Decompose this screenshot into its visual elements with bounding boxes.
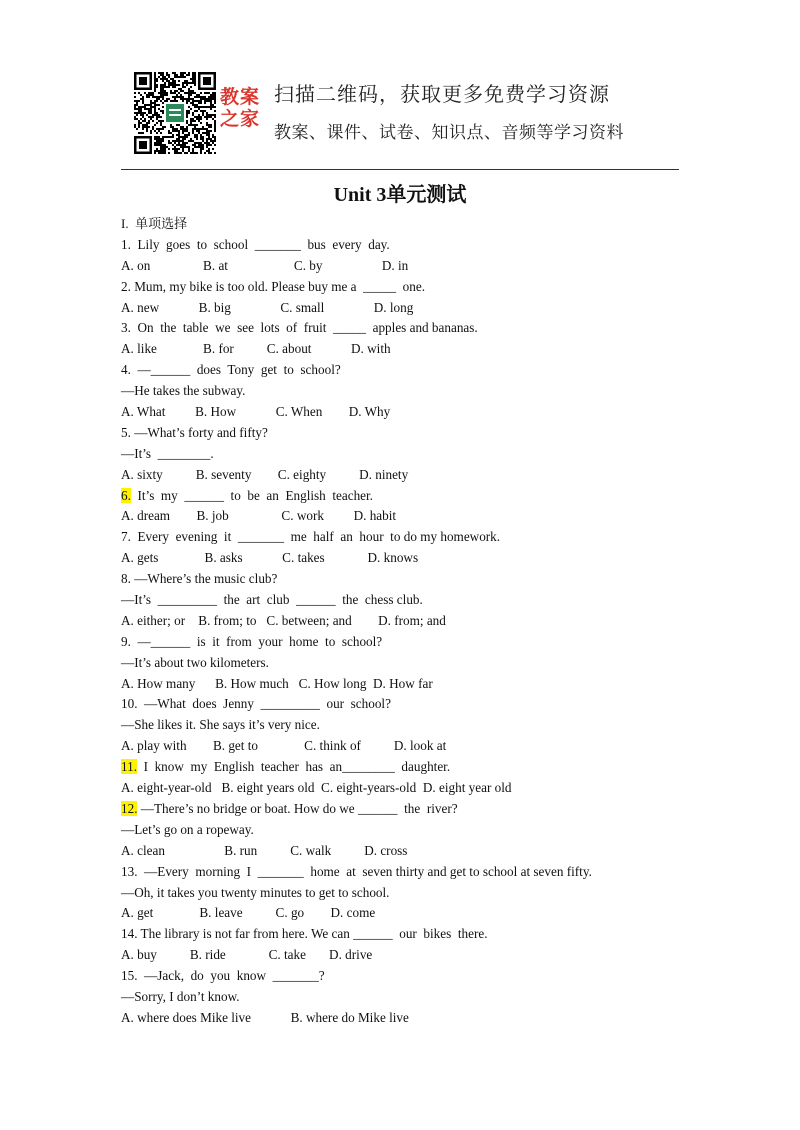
question-text: 1. Lily goes to school _______ bus every day. [121,236,390,252]
question-line [121,653,681,674]
logo-line-1: 教案 [220,86,261,108]
question-line [121,256,681,277]
question-text: A. What B. How C. When D. Why [121,404,391,420]
highlighted-question-number: 6. [121,487,131,503]
question-text: A. eight-year-old B. eight years old C. eight-years-old D. eight year old [121,780,512,796]
question-line [121,590,681,611]
question-line [121,778,681,799]
header-divider [121,169,679,170]
question-line [121,674,681,695]
question-text: A. new B. big C. small D. long [121,299,414,315]
question-text: —Sorry, I don’t know. [121,988,240,1004]
question-text: 13. —Every morning I _______ home at seven thirty and get to school at seven fifty. [121,863,592,879]
question-line [121,987,681,1008]
question-text: A. either; or B. from; to C. between; and D. from; and [121,612,446,628]
question-line [121,715,681,736]
qr-code-icon [134,72,216,154]
question-text: A. buy B. ride C. take D. drive [121,947,373,963]
question-line [121,903,681,924]
question-line [121,966,681,987]
highlighted-question-number: 11. [121,759,137,775]
question-line [121,506,681,527]
question-text: A. sixty B. seventy C. eighty D. ninety [121,466,409,482]
question-text: 2. Mum, my bike is too old. Please buy me a _____ one. [121,278,426,294]
question-line [121,298,681,319]
question-text: 5. —What’s forty and fifty? [121,424,268,440]
question-text: —It’s _________ the art club ______ the chess club. [121,592,423,608]
question-line [121,883,681,904]
question-line [121,841,681,862]
question-line [121,423,681,444]
question-text: —She likes it. She says it’s very nice. [121,717,320,733]
question-line [121,402,681,423]
question-line [121,569,681,590]
question-line [121,1008,681,1029]
promo-header [134,72,694,152]
question-text: A. on B. at C. by D. in [121,257,409,273]
question-text: A. get B. leave C. go D. come [121,905,376,921]
promo-line-1: 扫描二维码，获取更多免费学习资源 [274,82,610,106]
question-line [121,277,681,298]
question-line [121,339,681,360]
question-text: 14. The library is not far from here. We can ______ our bikes there. [121,926,488,942]
question-line [121,235,681,256]
brand-logo [220,86,268,130]
question-text: 9. —______ is it from your home to school? [121,633,383,649]
logo-line-2: 之家 [220,108,261,130]
question-text: 10. —What does Jenny _________ our school? [121,696,391,712]
question-text: I know my English teacher has an________ daughter. [137,759,451,775]
question-line [121,736,681,757]
question-text: —Let’s go on a ropeway. [121,821,254,837]
question-line [121,924,681,945]
section-heading: I. 单项选择 [121,216,188,231]
question-text: 8. —Where’s the music club? [121,571,278,587]
question-text: 4. —______ does Tony get to school? [121,362,341,378]
question-text: A. gets B. asks C. takes D. knows [121,550,419,566]
question-text: —Oh, it takes you twenty minutes to get to school. [121,884,390,900]
question-line [121,318,681,339]
question-line [121,444,681,465]
question-text: It’s my ______ to be an English teacher. [130,487,373,503]
highlighted-question-number: 12. [121,800,138,816]
question-text: A. dream B. job C. work D. habit [121,508,397,524]
question-text: A. play with B. get to C. think of D. look at [121,738,447,754]
question-line [121,945,681,966]
question-line [121,527,681,548]
question-text: 7. Every evening it _______ me half an hour to do my homework. [121,529,501,545]
question-line [121,862,681,883]
question-text: 15. —Jack, do you know _______? [121,968,325,984]
question-text: —It’s ________. [121,445,214,461]
question-line [121,465,681,486]
question-line [121,632,681,653]
question-line [121,757,681,778]
question-line [121,486,681,507]
page-title: Unit 3单元测试 [333,184,467,206]
question-text: —It’s about two kilometers. [121,654,269,670]
question-text: A. clean B. run C. walk D. cross [121,842,408,858]
question-text: A. where does Mike live B. where do Mike live [121,1009,409,1025]
question-line [121,694,681,715]
question-text: 3. On the table we see lots of fruit _____ apples and bananas. [121,320,478,336]
question-line [121,820,681,841]
question-line [121,360,681,381]
question-text: A. like B. for C. about D. with [121,341,391,357]
question-line [121,381,681,402]
question-line [121,548,681,569]
question-list [121,214,681,1029]
question-text: —He takes the subway. [121,383,246,399]
question-line [121,799,681,820]
question-text: —There’s no bridge or boat. How do we ______ the river? [137,800,458,816]
question-line [121,611,681,632]
promo-line-2: 教案、课件、试卷、知识点、音频等学习资料 [274,123,624,143]
question-text: A. How many B. How much C. How long D. How far [121,675,433,691]
